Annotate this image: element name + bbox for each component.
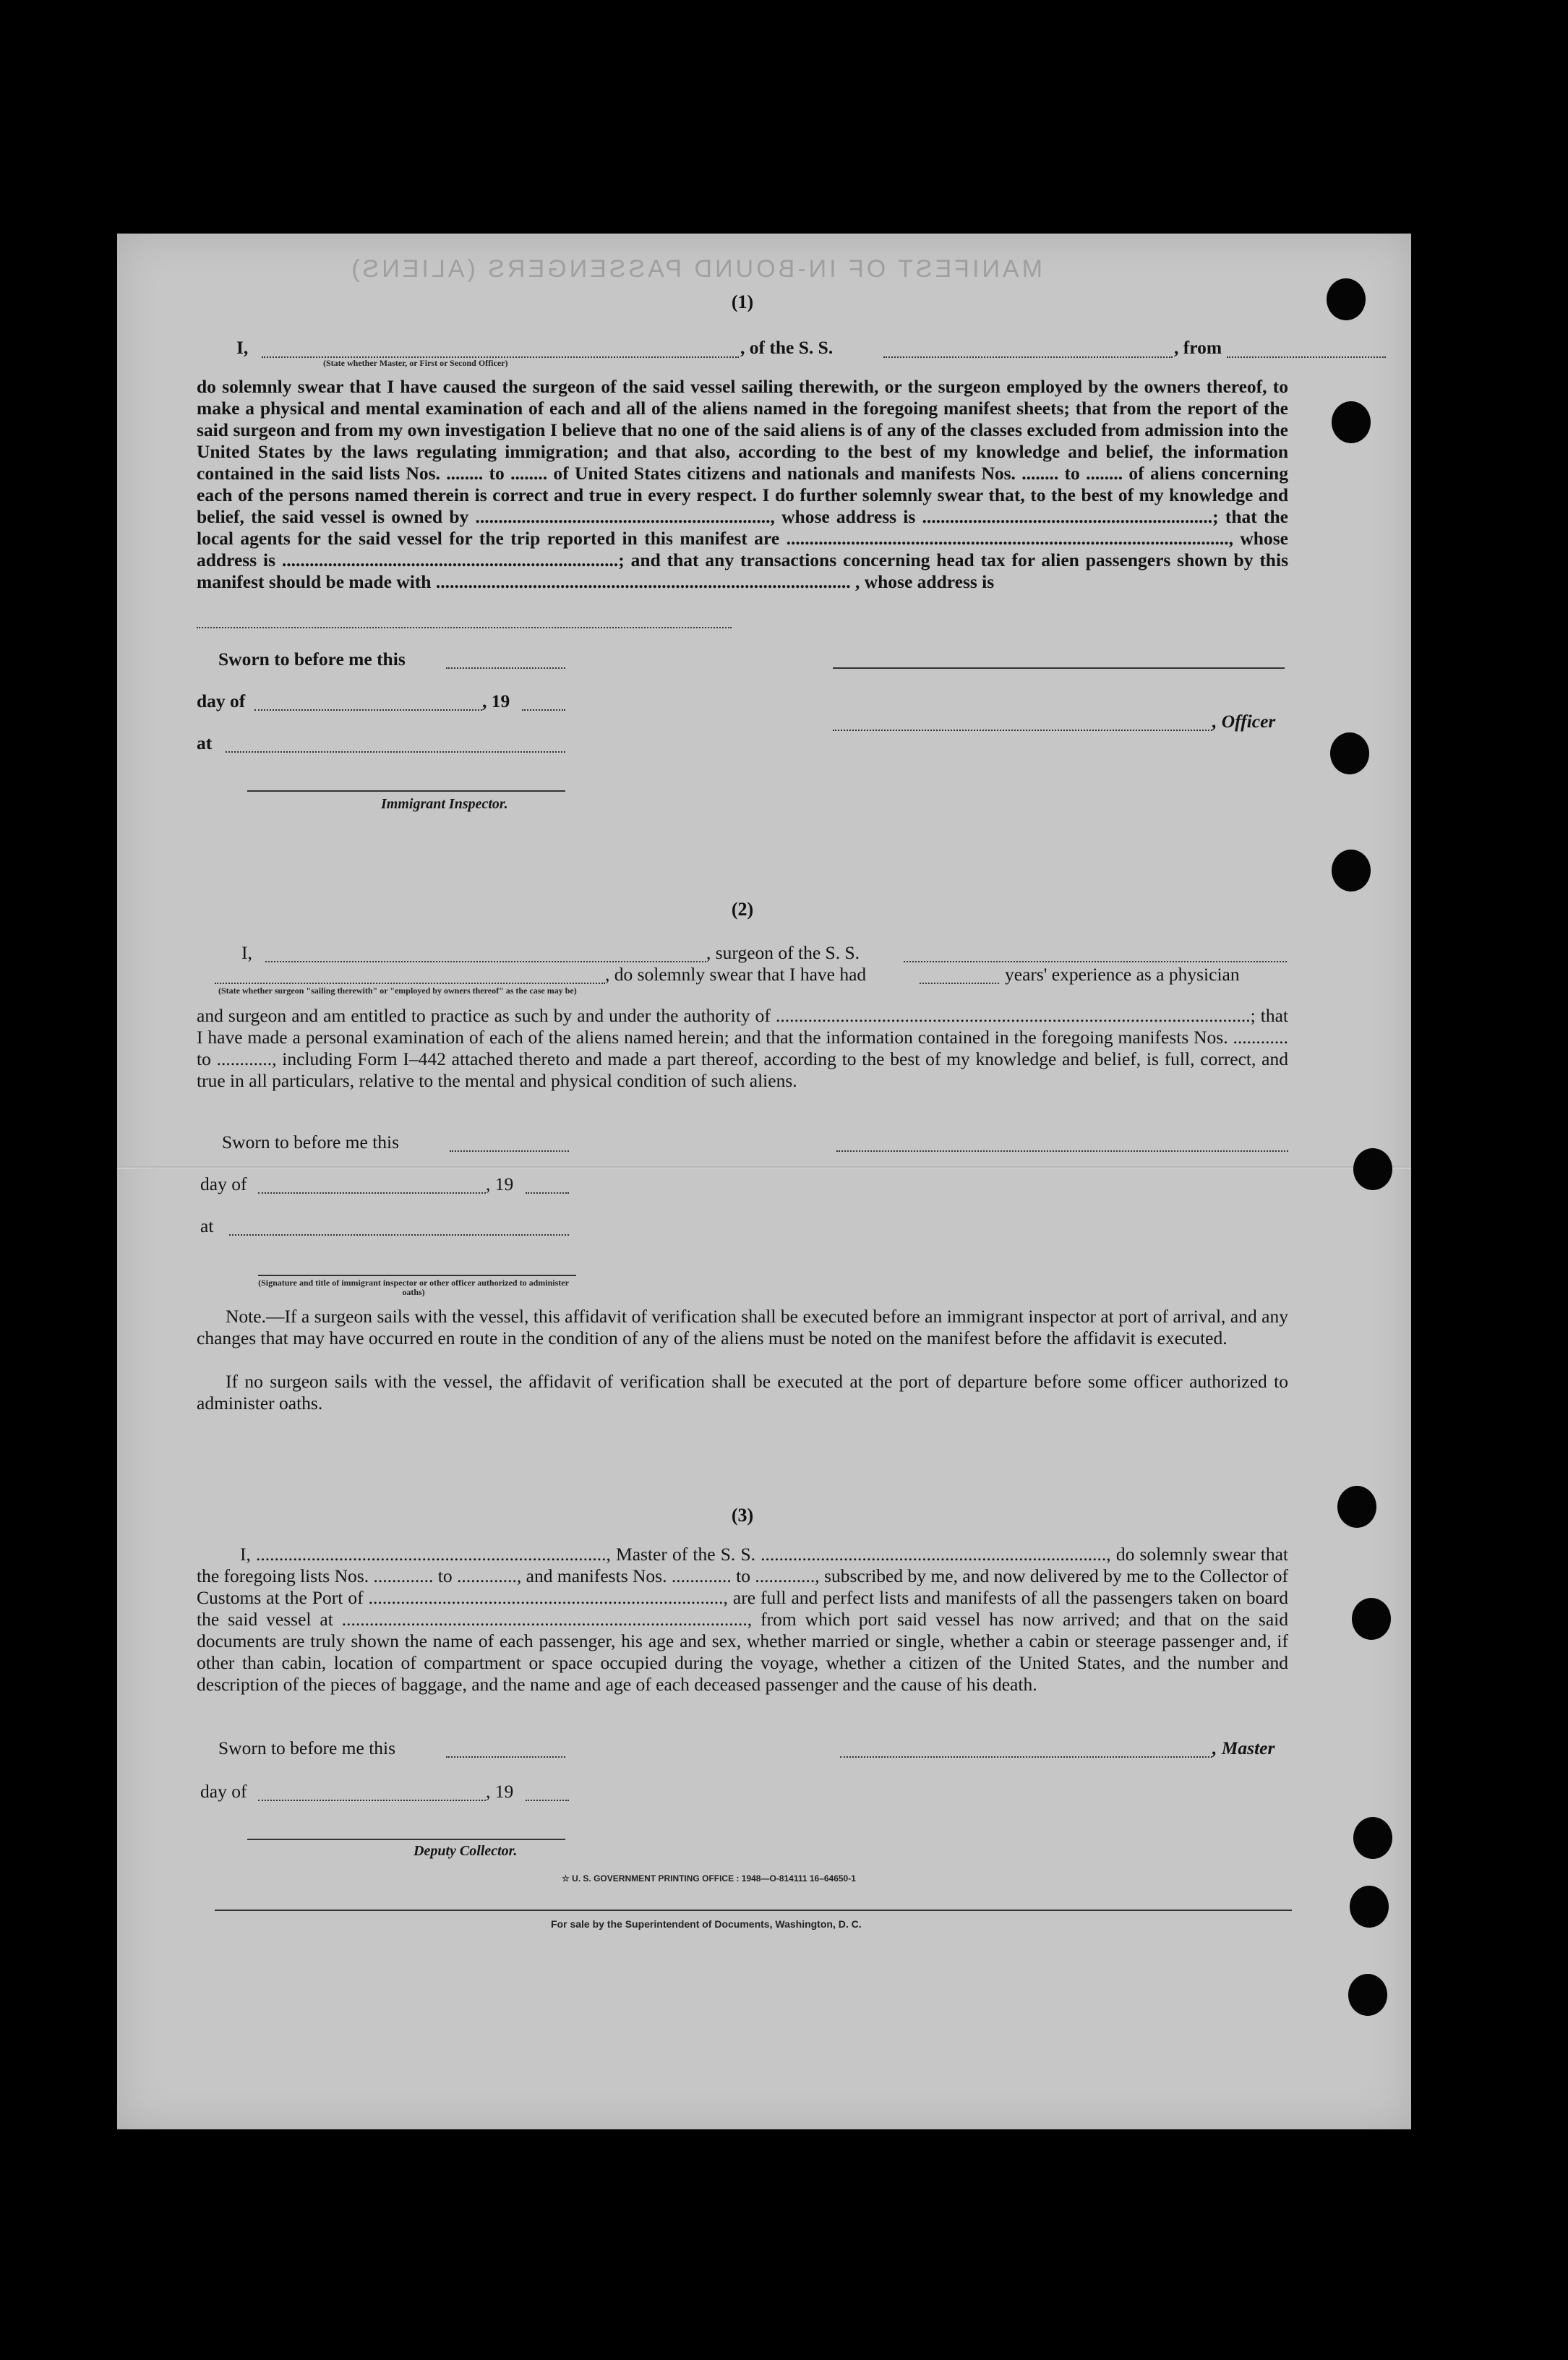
section-3-month-line xyxy=(258,1800,486,1801)
section-2-i-label: I, xyxy=(241,942,252,963)
note-paragraph-2: If no surgeon sails with the vessel, the affidavit of verification shall be executed at the port of departure before some officer authorized to administer oaths. xyxy=(197,1371,1288,1414)
deputy-collector-label: Deputy Collector. xyxy=(414,1843,518,1859)
year-line xyxy=(522,709,565,711)
note-paragraph-1: Note.—If a surgeon sails with the vessel, this affidavit of verification shall be executed before an immigrant inspector at port of arrival, and any changes that may have occurred en route in the condition of any of the aliens must be noted on the manifest before the affidavit is executed. xyxy=(197,1306,1288,1348)
head-tax-address-line xyxy=(197,627,732,628)
section-2-at-line xyxy=(229,1234,569,1236)
at-place-line xyxy=(226,751,565,753)
section-1-of-ss: , of the S. S. xyxy=(740,337,834,358)
officer-signature-line xyxy=(833,667,1285,669)
month-line xyxy=(254,709,482,711)
surgeon-note: (State whether surgeon "sailing therewith" or "employed by owners thereof" as the case may be) xyxy=(218,986,577,996)
header-bleed-through: MANIFEST OF IN-BOUND PASSENGERS (ALIENS) xyxy=(348,255,1042,283)
port-from-line xyxy=(1227,356,1386,358)
punch-hole xyxy=(1353,1148,1392,1190)
surgeon-status-line xyxy=(215,983,605,984)
deputy-collector-signature-line xyxy=(247,1839,565,1840)
section-1-sworn: Sworn to before me this xyxy=(218,649,406,670)
section-2-month-line xyxy=(258,1192,486,1194)
section-2-year-line xyxy=(526,1192,569,1194)
punch-hole xyxy=(1332,401,1371,443)
section-1-at: at xyxy=(197,732,213,753)
section-2-years: years' experience as a physician xyxy=(1005,964,1240,985)
section-2-sworn-day-line xyxy=(450,1150,569,1152)
section-2-year: , 19 xyxy=(486,1173,514,1194)
punch-hole xyxy=(1350,1886,1389,1928)
authorized-officer-signature-line xyxy=(258,1275,576,1276)
document-page xyxy=(117,234,1411,2129)
section-1-oath-text: do solemnly swear that I have caused the surgeon of the said vessel sailing therewith, or the surgeon employed by the owners thereof, to make a physical and mental examination of each and all of the aliens named in the foregoing manifest sheets; that from the report of the said surgeon and from my own investigation I believe that no one of the said aliens is of any of the classes excluded from admission into the United States by the laws regulating immigration; and that also, according to the best of my knowledge and belief, the information contained in the said lists Nos. ........ to ........ of United States citizens and nationals and manifests Nos. ........ to ........ of aliens concerning each of the persons named therein is correct and true in every respect. I do further solemnly swear that, to the best of my knowledge and belief, the said vessel is owned by ................................................................, whose address is ...............................................................; that the local agents for the said vessel for the trip reported in this manifest are ................................................................................................, whose address is .........................................................................; and that any transactions concerning head tax for alien passengers shown by this manifest should be made with .......................................................................................... , whose address is xyxy=(197,376,1288,592)
officer-note: (State whether Master, or First or Second Officer) xyxy=(323,358,508,368)
punch-hole xyxy=(1353,1817,1392,1859)
immigrant-inspector-label: Immigrant Inspector. xyxy=(381,796,508,812)
section-3-year-line xyxy=(526,1800,569,1801)
gpo-imprint: ☆ U. S. GOVERNMENT PRINTING OFFICE : 1948—O-814111 16–64650-1 xyxy=(562,1873,856,1884)
section-2-at: at xyxy=(200,1215,214,1236)
vessel-name-line xyxy=(883,356,1173,358)
punch-hole xyxy=(1352,1598,1391,1640)
signature-note: (Signature and title of immigrant inspector or other officer authorized to administer oaths) xyxy=(258,1278,569,1297)
years-experience-line xyxy=(920,983,999,984)
section-2-oath-text: and surgeon and am entitled to practice as such by and under the authority of .......................................................................................................; that I have made a personal examination of each of the aliens named herein; and that the information contained in the foregoing manifests Nos. ............ to ............, including Form I–442 attached thereto and made a part thereof, according to the best of my knowledge and belief, is full, correct, and true in all particulars, relative to the mental and physical condition of such aliens. xyxy=(197,1005,1288,1091)
punch-hole xyxy=(1332,850,1371,892)
sworn-day-line xyxy=(446,667,565,669)
master-signature-line xyxy=(840,1756,1212,1758)
section-3-sworn: Sworn to before me this xyxy=(218,1737,396,1758)
section-3-number: (3) xyxy=(731,1505,754,1526)
punch-hole xyxy=(1330,732,1369,774)
master-label: , Master xyxy=(1212,1737,1275,1758)
officer-label: , Officer xyxy=(1212,711,1276,732)
section-3-oath-text: I, ............................................................................, Master of the S. S. ..........................................................................., do solemnly swear that the foregoing lists Nos. ............. to ............., and manifests Nos. ............. to ............., subscribed by me, and now delivered by me to the Collector of Customs at the Port of ............................................................................., are full and perfect lists and manifests of all the passengers taken on board the said vessel at ........................................................................................, from which port said vessel has now arrived; and that on the said documents are truly shown the name of each passenger, his age and sex, whether married or single, whether a cabin or steerage passenger and, if other than cabin, location of compartment or space occupied during the voyage, whether a citizen of the United States, and the number and description of the pieces of baggage, and the name and age of each deceased passenger and the cause of his death. xyxy=(197,1544,1288,1695)
fold-crease xyxy=(117,1166,1411,1169)
inspector-signature-line xyxy=(247,790,565,792)
section-2-signature-line xyxy=(836,1150,1288,1152)
section-2-sworn: Sworn to before me this xyxy=(222,1132,400,1153)
section-3-sworn-day-line xyxy=(446,1756,565,1758)
section-1-year: , 19 xyxy=(482,691,510,711)
section-1-number: (1) xyxy=(731,291,754,312)
section-2-swear: , do solemnly swear that I have had xyxy=(605,964,867,985)
section-3-year: , 19 xyxy=(486,1781,514,1802)
section-2-vessel-line xyxy=(904,961,1287,962)
section-2-number: (2) xyxy=(731,899,754,920)
section-2-surgeon-of: , surgeon of the S. S. xyxy=(706,942,860,963)
footer-rule xyxy=(215,1910,1292,1911)
punch-hole xyxy=(1348,1974,1387,2016)
surgeon-name-line xyxy=(265,961,706,962)
officer-title-line xyxy=(833,730,1212,731)
section-2-day-of: day of xyxy=(200,1173,247,1194)
section-3-day-of: day of xyxy=(200,1781,247,1802)
sale-notice: For sale by the Superintendent of Documents, Washington, D. C. xyxy=(551,1918,862,1930)
section-1-from: , from xyxy=(1174,337,1222,358)
section-1-i-label: I, xyxy=(236,337,249,358)
section-1-day-of: day of xyxy=(197,691,246,711)
